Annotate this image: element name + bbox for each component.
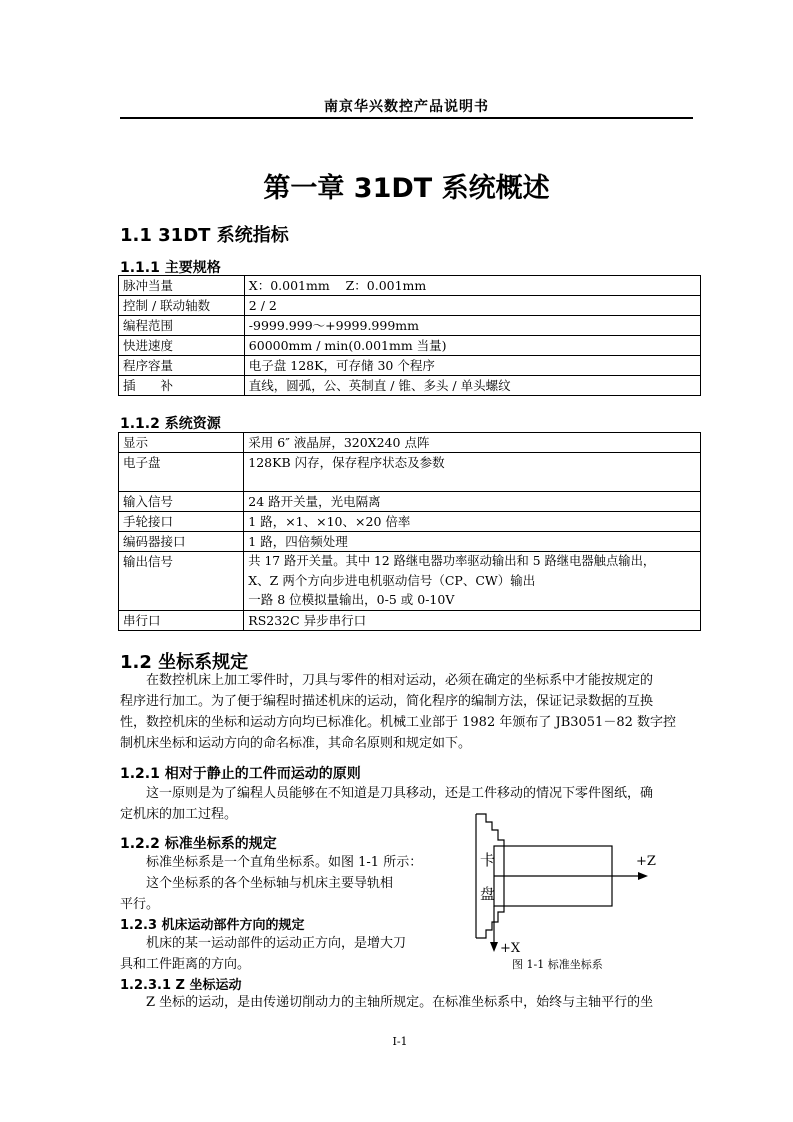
resource-value: RS232C 异步串行口 (244, 611, 701, 631)
text-line: Z 坐标的运动，是由传递切削动力的主轴所规定。在标准坐标系中，始终与主轴平行的坐 (146, 995, 654, 1010)
chuck-jaws-top (476, 814, 504, 846)
table-row (119, 492, 701, 512)
table-row (119, 276, 701, 296)
table-row (119, 433, 701, 453)
section-1-2-3-title: 1.2.3 机床运动部件方向的规定 (120, 918, 305, 933)
text-line: 这一原则是为了编程人员能够在不知道是刀具移动，还是工件移动的情况下零件图纸，确 (146, 786, 654, 801)
resource-label: 显示 (119, 433, 244, 453)
text-line: 这个坐标系的各个坐标轴与机床主要导轨相 (146, 876, 394, 891)
table-row (119, 552, 701, 611)
spec-value: 电子盘 128K，可存储 30 个程序 (244, 356, 700, 376)
resource-value: 1 路，×1、×10、×20 倍率 (244, 512, 701, 532)
section-1-1-1-title: 1.1.1 主要规格 (120, 260, 221, 276)
spec-label: 编程范围 (119, 316, 245, 336)
chuck-label-bottom: 盘 (480, 885, 496, 903)
section-1-2-3-1-paragraph (120, 992, 693, 1013)
resource-value: 24 路开关量，光电隔离 (244, 492, 701, 512)
standard-coordinate-figure (460, 810, 700, 970)
x-axis-label: +X (500, 941, 521, 956)
spec-value: 60000mm / min(0.001mm 当量) (244, 336, 700, 356)
table-row (119, 336, 701, 356)
resource-line: X、Z 两个方向步进电机驱动信号（CP、CW）输出 (248, 573, 536, 588)
resource-value (244, 552, 701, 611)
resource-value: 采用 6″ 液晶屏，320X240 点阵 (244, 433, 701, 453)
spec-label: 快进速度 (119, 336, 245, 356)
resource-label: 编码器接口 (119, 532, 244, 552)
spec-value: 2 / 2 (244, 296, 700, 316)
table-row (119, 316, 701, 336)
spec-value: X：0.001mm Z：0.001mm (244, 276, 700, 296)
section-1-2-1-title: 1.2.1 相对于静止的工件而运动的原则 (120, 766, 361, 782)
text-line: 性，数控机床的坐标和运动方向均已标准化。机械工业部于 1982 年颁布了 JB3051－82 数字控 (120, 715, 677, 730)
spec-label: 控制 / 联动轴数 (119, 296, 245, 316)
resource-label: 串行口 (119, 611, 244, 631)
table-row (119, 611, 701, 631)
table-row (119, 356, 701, 376)
z-axis-label: +Z (636, 854, 656, 869)
text-line: 机床的某一运动部件的运动正方向，是增大刀 (146, 936, 407, 951)
section-1-1-title: 1.1 31DT 系统指标 (120, 225, 289, 246)
resource-label: 输出信号 (119, 552, 244, 611)
text-line: 程序进行加工。为了便于编程时描述机床的运动，简化程序的编制方法，保证记录数据的互换 (120, 694, 654, 709)
section-1-2-paragraph (120, 670, 693, 754)
system-resources-table (118, 432, 701, 631)
chapter-title: 第一章 31DT 系统概述 (263, 173, 550, 204)
table-row (119, 532, 701, 552)
spec-label: 程序容量 (119, 356, 245, 376)
section-1-2-2-paragraph (120, 852, 440, 915)
x-axis-arrow (490, 942, 498, 952)
main-specs-table (118, 275, 701, 396)
spec-value: 直线，圆弧，公、英制直 / 锥、多头 / 单头螺纹 (244, 376, 700, 396)
text-line: 在数控机床上加工零件时，刀具与零件的相对运动，必须在确定的坐标系中才能按规定的 (146, 673, 654, 688)
section-1-2-3-1-title: 1.2.3.1 Z 坐标运动 (120, 978, 242, 993)
resource-line: 一路 8 位模拟量输出，0-5 或 0-10V (248, 592, 455, 607)
header-rule (120, 117, 693, 119)
text-line: 具和工件距离的方向。 (120, 957, 251, 972)
chuck-jaws-bottom (476, 906, 504, 938)
resource-value: 128KB 闪存，保存程序状态及参数 (244, 453, 701, 492)
resource-label: 手轮接口 (119, 512, 244, 532)
table-row (119, 512, 701, 532)
resource-label: 电子盘 (119, 453, 244, 492)
table-row (119, 376, 701, 396)
chuck-label-top: 卡 (480, 851, 496, 869)
text-line: 制机床坐标和运动方向的命名标准，其命名原则和规定如下。 (120, 736, 472, 751)
table-row (119, 296, 701, 316)
resource-value: 1 路，四倍频处理 (244, 532, 701, 552)
text-line: 平行。 (120, 897, 160, 912)
text-line: 定机床的加工过程。 (120, 807, 238, 822)
figure-caption: 图 1-1 标准坐标系 (512, 958, 603, 971)
section-1-2-title: 1.2 坐标系规定 (120, 652, 249, 673)
section-1-2-3-paragraph (120, 933, 440, 975)
table-row (119, 453, 701, 492)
page-header: 南京华兴数控产品说明书 (324, 99, 489, 115)
spec-label: 脉冲当量 (119, 276, 245, 296)
section-1-1-2-title: 1.1.2 系统资源 (120, 416, 221, 432)
page-number: I-1 (392, 1035, 408, 1048)
section-1-2-2-title: 1.2.2 标准坐标系的规定 (120, 836, 277, 852)
z-axis-arrow (638, 872, 648, 880)
resource-line: 共 17 路开关量。其中 12 路继电器功率驱动输出和 5 路继电器触点输出， (248, 554, 656, 568)
text-line: 标准坐标系是一个直角坐标系。如图 1-1 所示： (146, 855, 423, 870)
spec-label: 插 补 (119, 376, 245, 396)
resource-label: 输入信号 (119, 492, 244, 512)
spec-value: -9999.999～+9999.999mm (244, 316, 700, 336)
